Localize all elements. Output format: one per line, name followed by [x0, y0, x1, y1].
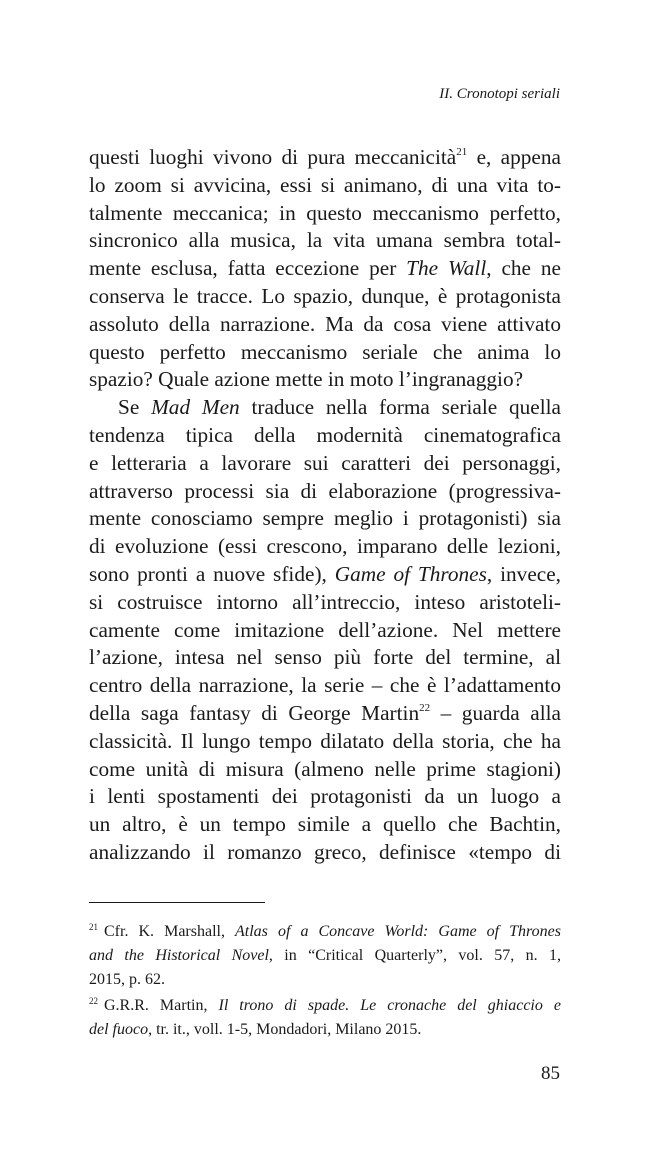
footnote-22: $^{22}$ G.R.R. Martin, Il trono di spade. Le cronache del ghiaccio e del fuoco, tr. it., voll. 1-5, Mondadori, Milano 2015.	[89, 996, 561, 1038]
footnote-number: 22	[89, 996, 98, 1006]
text-line: centro della narrazione, la serie – che è l’adattamento	[89, 673, 561, 698]
body-text	[89, 144, 561, 867]
footnote-ref-22[interactable]: 22	[419, 701, 431, 714]
text-line: come unità di misura (almeno nelle prime stagioni)	[89, 756, 561, 781]
text-line: si costruisce intorno all’intreccio, inteso aristoteli-	[89, 589, 561, 614]
text-line: e letteraria a lavorare sui caratteri dei personaggi,	[89, 450, 561, 475]
text-line: Se Mad Men traduce nella forma seriale quella	[118, 395, 561, 420]
title-game-of-thrones: Game of Thrones	[334, 561, 487, 586]
text-line: mente esclusa, fatta eccezione per The Wall, che ne	[89, 256, 561, 281]
text-line: mente conosciamo sempre meglio i protagonisti) sia	[89, 506, 561, 531]
text-line: camente come imitazione dell’azione. Nel mettere	[89, 617, 561, 642]
text-line: questi luoghi vivono di pura meccanicità$^{21}$ e, appena	[89, 145, 561, 169]
text-line: un altro, è un tempo simile a quello che Bachtin,	[89, 812, 561, 837]
footnote-ref-21[interactable]: 21	[456, 146, 468, 158]
text-line: l’azione, intesa nel senso più forte del termine, al	[89, 645, 561, 670]
footnotes	[89, 920, 561, 1044]
text-line: di evoluzione (essi crescono, imparano delle lezioni,	[89, 534, 561, 559]
title-the-wall: The Wall	[406, 256, 487, 281]
text-line: questo perfetto meccanismo seriale che anima lo	[89, 339, 561, 364]
text-line: analizzando il romanzo greco, definisce «tempo di	[89, 839, 561, 864]
title-mad-men: Mad Men	[151, 395, 240, 420]
text-line: conserva le tracce. Lo spazio, dunque, è protagonista	[89, 283, 561, 308]
footnote-number: 21	[89, 922, 98, 932]
text-line: spazio? Quale azione mette in moto l’ingranaggio?	[89, 367, 524, 392]
footnote-divider	[89, 902, 265, 903]
text-line: tendenza tipica della modernità cinematografica	[89, 422, 561, 447]
text-line: sono pronti a nuove sfide), Game of Thrones, invece,	[89, 561, 562, 586]
text-line: i lenti spostamenti dei protagonisti da un luogo a	[89, 784, 561, 809]
text-line: della saga fantasy di George Martin$^{22}$ – guarda alla	[89, 700, 561, 725]
text-line: sincronico alla musica, la vita umana sembra total-	[89, 228, 561, 253]
text-line: lo zoom si avvicina, essi si animano, di una vita to-	[89, 172, 561, 197]
text-line: attraverso processi sia di elaborazione (progressiva-	[89, 478, 561, 503]
footnote-21: $^{21}$ Cfr. K. Marshall, Atlas of a Concave World: Game of Thrones and the Historical Novel, in “Critical Quarterly”, vol. 57, n. 1, 2015, p. 62.	[89, 922, 562, 988]
text-line: talmente meccanica; in questo meccanismo perfetto,	[89, 200, 561, 225]
text-line: assoluto della narrazione. Ma da cosa viene attivato	[89, 311, 561, 336]
page-number: 85	[541, 1063, 560, 1084]
text-line: classicità. Il lungo tempo dilatato della storia, che ha	[89, 728, 561, 753]
running-head: II. Cronotopi seriali	[439, 86, 560, 102]
